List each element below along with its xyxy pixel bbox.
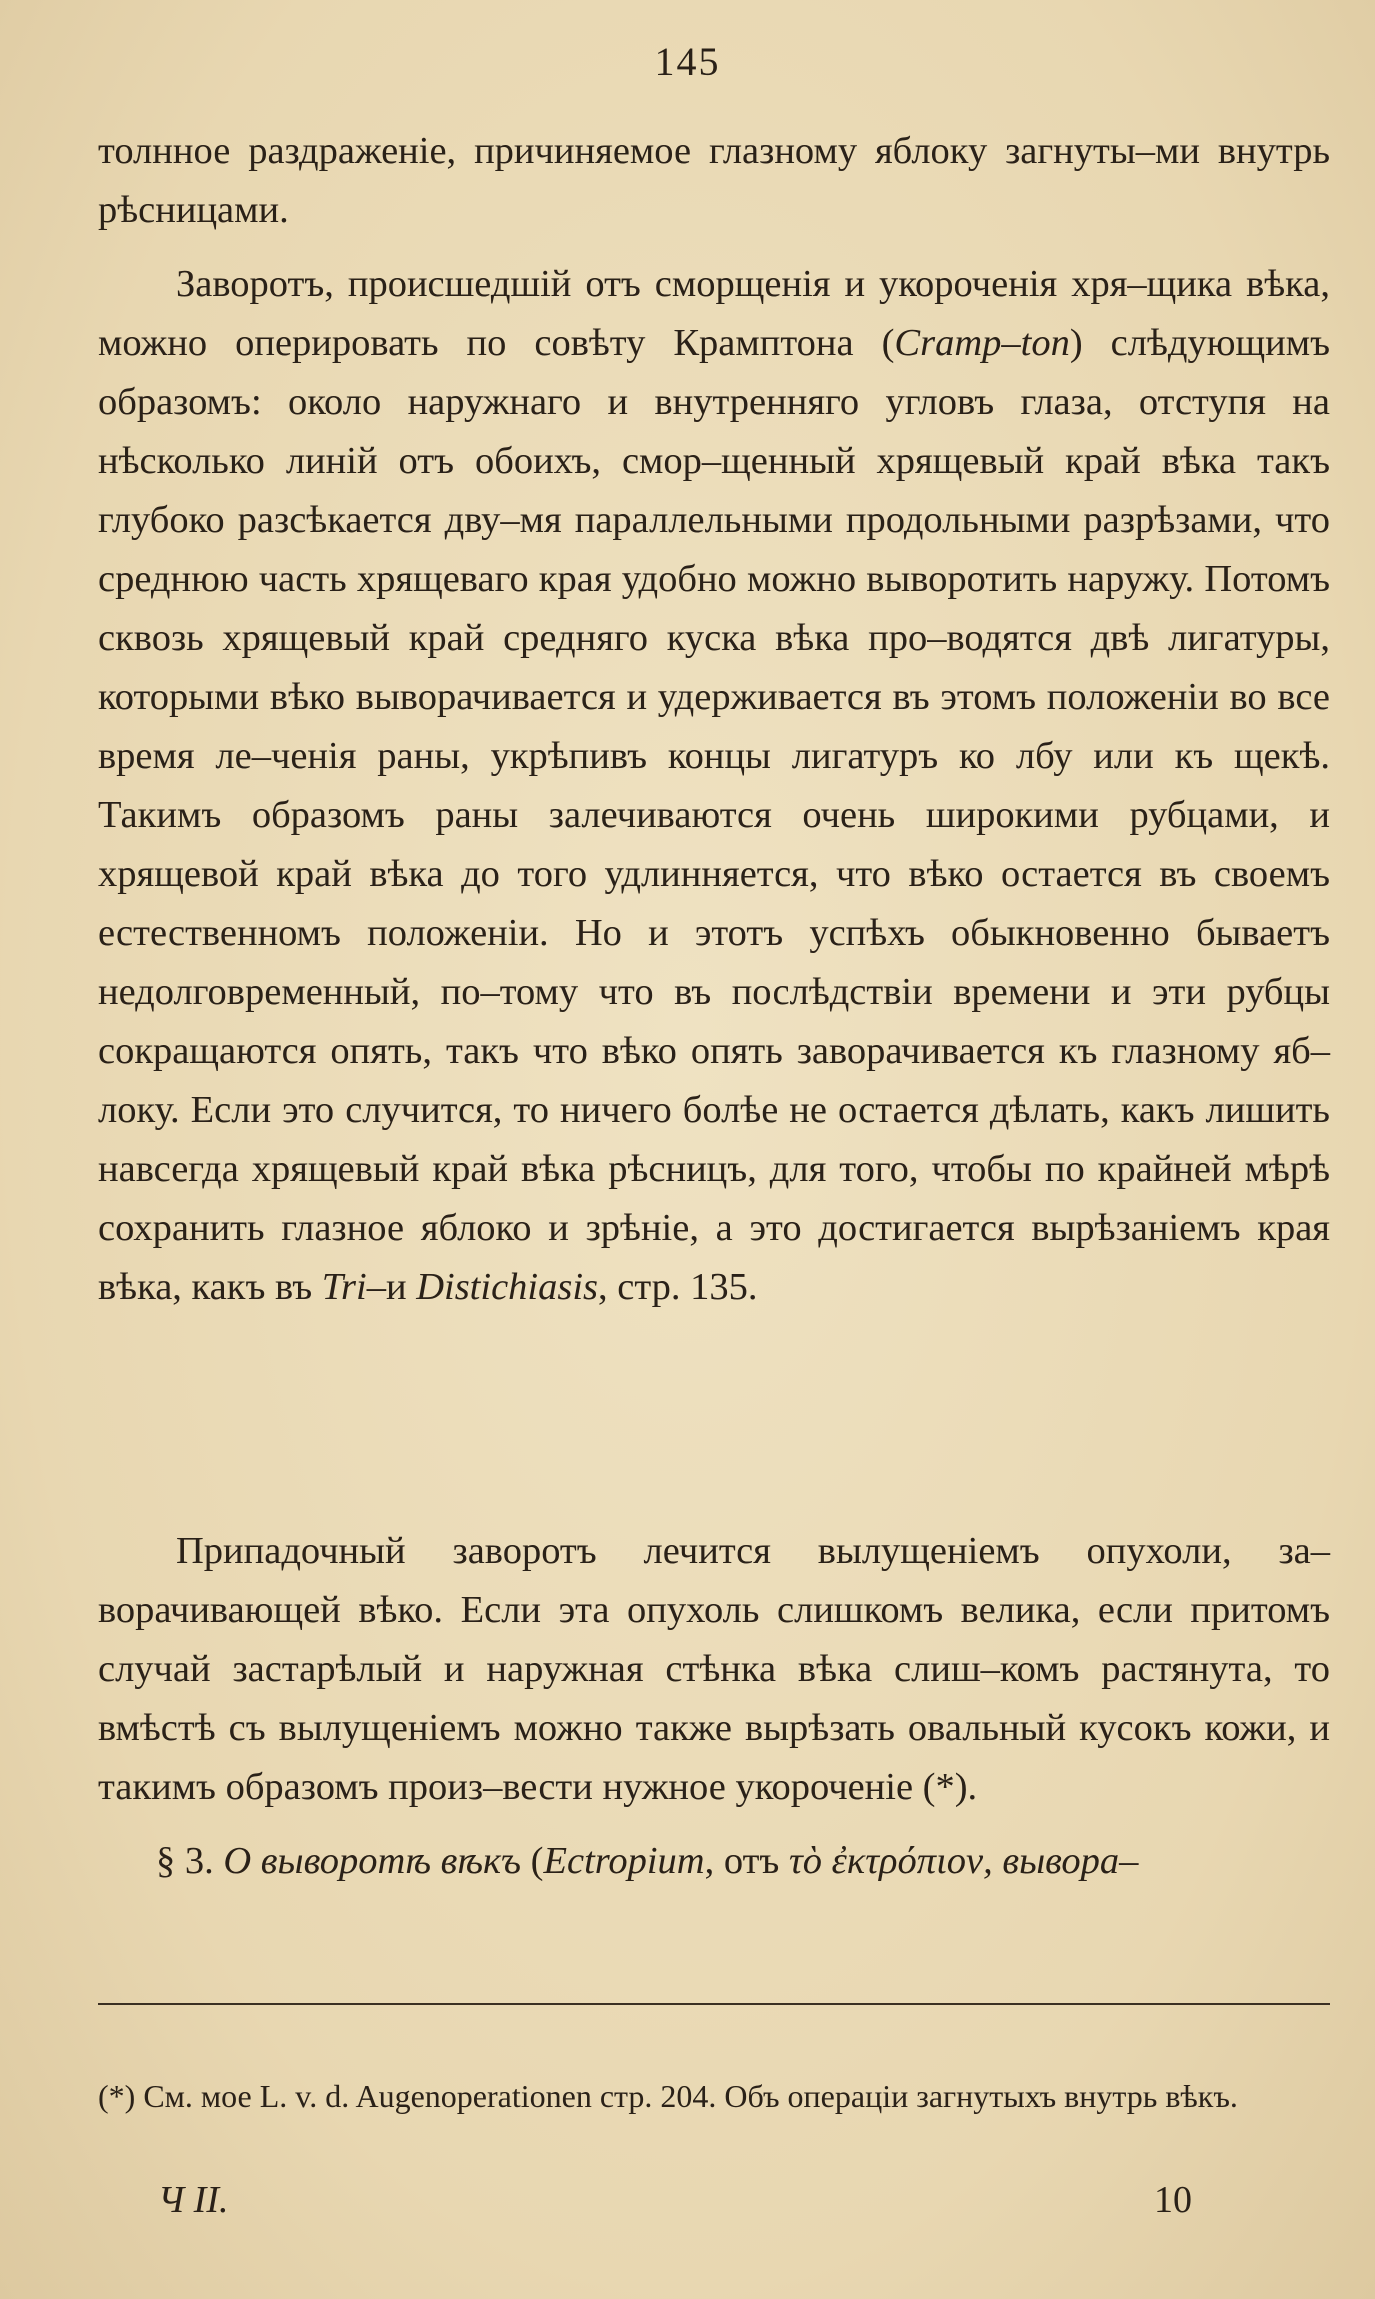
printer-signature: Ч II. — [158, 2179, 229, 2221]
latin-name-crampton: Cramp–ton — [894, 322, 1070, 364]
text-run: , отъ — [704, 1840, 789, 1882]
footnote-marker: (*) — [98, 2078, 136, 2114]
text-run: , вывора– — [983, 1840, 1139, 1882]
latin-term-tri: Tri– — [321, 1266, 386, 1308]
latin-term-distichiasis: Distichiasis — [416, 1266, 599, 1308]
paragraph-text — [98, 255, 1330, 1317]
paragraph-text — [98, 1832, 1330, 1891]
text-run: и — [385, 1266, 417, 1308]
text-run: ) слѣдующимъ образомъ: около наружнаго и внутренняго угловъ глаза, отступя на нѣсколько линій отъ обоихъ, смор–щенный хрящевый край вѣка такъ глубоко разсѣкается дву–мя параллельными продольными разрѣзами, что среднюю часть хрящеваго края удобно можно выворотить наружу. Потомъ сквозь хрящевый край средняго куска вѣка про–водятся двѣ лигатуры, которыми вѣко выворачивается и удерживается въ этомъ положеніи во все время ле–ченія раны, укрѣпивъ концы лигатуръ ко лбу или къ щекѣ. Такимъ образомъ раны залечиваются очень широкими рубцами, и хрящевой край вѣка до того удлинняется, что вѣко остается въ своемъ естественномъ положеніи. Но и этотъ успѣхъ обыкновенно бываетъ недолговременный, по–тому что въ послѣдствіи времени и эти рубцы сокращаются опять, такъ что вѣко опять заворачивается къ глазному яб–локу. Если это случится, то ничего болѣе не остается дѣлать, какъ лишить навсегда хрящевый край вѣка рѣсницъ, для того, чтобы по крайней мѣрѣ сохранить глазное яблоко и зрѣніе, а это достигается вырѣзаніемъ края вѣка, какъ въ — [98, 322, 1330, 1308]
section-number: § 3. — [156, 1840, 224, 1882]
text-run: Заворотъ, происшедшій отъ сморщенія и укороченія хря–щика вѣка, можно оперировать по совѣту Крамптона ( — [98, 263, 1330, 364]
section-heading-ectropium — [98, 1832, 1330, 1891]
text-run: ( — [521, 1840, 544, 1882]
greek-term: τὸ ἐκτρόπιον — [788, 1840, 984, 1882]
footnote-divider — [98, 2003, 1330, 2005]
footnote-text: См. мое L. v. d. Augenoperationen стр. 204. Объ операціи загнутыхъ внутрь вѣкъ. — [135, 2078, 1238, 2114]
section-title: О выворотѣ вѣкъ — [223, 1840, 522, 1882]
footnote — [98, 2070, 1330, 2122]
paragraph-text: толнное раздраженіе, причиняемое глазному яблоку загнуты–ми внутрь рѣсницами. — [98, 130, 1330, 231]
sheet-number: 10 — [1154, 2179, 1192, 2221]
paragraph-spasmodic-entropium — [98, 1522, 1330, 1817]
page-number: 145 — [654, 39, 721, 84]
text-run: , стр. 135. — [598, 1266, 758, 1308]
paragraph-text: Припадочный заворотъ лечится вылущеніемъ опухоли, за–ворачивающей вѣко. Если эта опухоль слишкомъ велика, если притомъ случай застарѣлый и наружная стѣнка вѣка слиш–комъ растянута, то вмѣстѣ съ вылущеніемъ можно также вырѣзать овальный кусокъ кожи, и такимъ образомъ произ–вести нужное укороченіе (*). — [98, 1530, 1330, 1808]
latin-term-ectropium: Ectropium — [543, 1840, 705, 1882]
paragraph-continuation — [98, 122, 1330, 240]
paragraph-entropium-operation — [98, 255, 1330, 1317]
